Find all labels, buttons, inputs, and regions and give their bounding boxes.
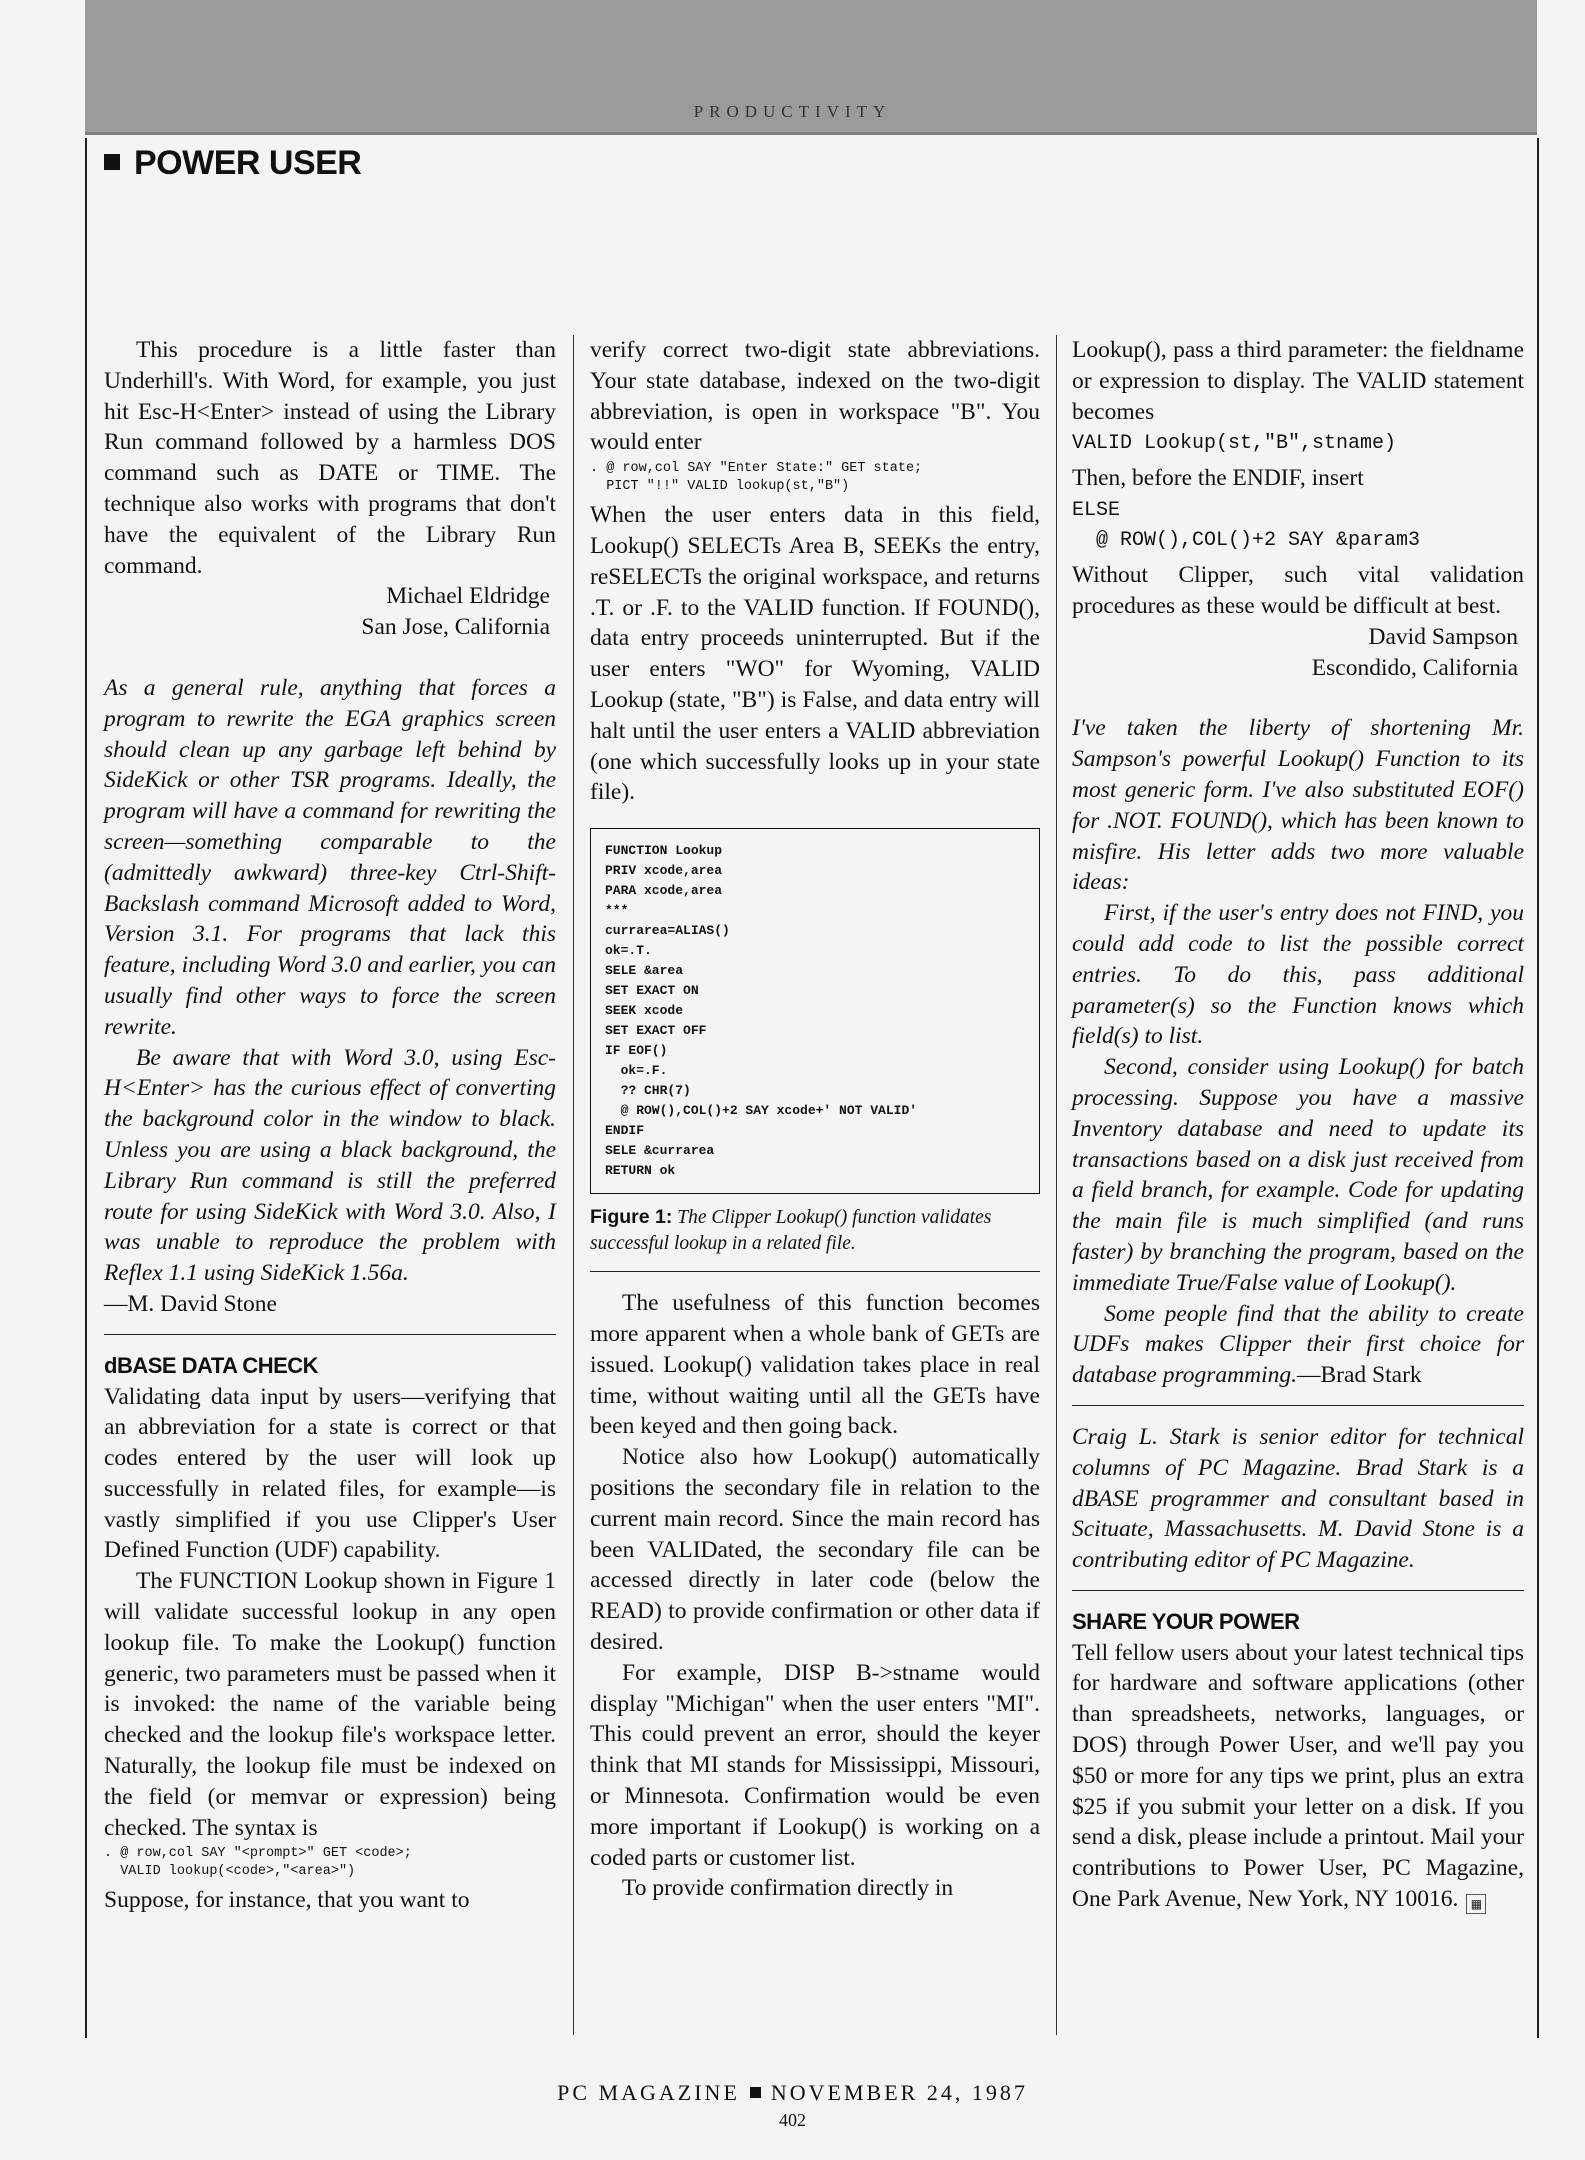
paragraph: The usefulness of this function becomes more apparent when a whole bank of GETs are issued. Lookup() validation takes place in real time, without waiting until all the GETs have been keyed and then going back. (590, 1290, 1040, 1440)
issue-date: NOVEMBER 24, 1987 (770, 2080, 1028, 2105)
column-title-text: POWER USER (134, 144, 362, 182)
share-text: Tell fellow users about your latest technical tips for hardware and software applications (other than spreadsheets, networks, languages, or DOS) through Power User, and we'll pay you $50 or more for any tips we print, plus an extra $25 if you submit your letter on a disk. If you send a disk, please include a printout. Mail your contributions to Power User, PC Magazine, One Park Avenue, New York, NY 10016. (1072, 1639, 1524, 1913)
figure-code: FUNCTION Lookup PRIV xcode,area PARA xcode,area *** currarea=ALIAS() ok=.T. SELE &area SET EXACT ON SEEK xcode SET EXACT OFF IF EOF() ok=.F. ?? CHR(7) @ ROW(),COL()+2 SAY xcode+' NOT VALID' ENDIF SELE &currarea RETURN ok (605, 843, 918, 1179)
magazine-name: PC MAGAZINE (557, 2080, 740, 2105)
page-footer (0, 2080, 1585, 2106)
column-title (104, 144, 361, 183)
editor-signature: —M. David Stone (104, 1290, 277, 1317)
paragraph: To provide confirmation directly in (622, 1875, 954, 1902)
code-snippet: VALID Lookup(st,"B",stname) (1072, 432, 1397, 456)
editor-note: Be aware that with Word 3.0, using Esc-H<Enter> has the curious effect of converting the background color in the window to black. Unless you are using a black background, the Library Run command is still the preferred route for using SideKick with Word 3.0. Also, I was unable to reproduce the problem with Reflex 1.1 using SideKick 1.56a. (104, 1044, 556, 1287)
signature-place: Escondido, California (1311, 654, 1518, 681)
column-divider (1056, 335, 1057, 2035)
paragraph: Then, before the ENDIF, insert (1072, 465, 1364, 492)
signature-place: San Jose, California (361, 614, 550, 641)
paragraph: Notice also how Lookup() automatically positions the secondary file in relation to the current main record. Since the main record has been VALIDated, the secondary file can be accessed directly in later code (below the READ) to provide confirmation or other data if desired. (590, 1444, 1040, 1655)
editor-note-text: Some people find that the ability to create UDFs makes Clipper their first choice for database programming. (1072, 1300, 1524, 1389)
editor-note: Second, consider using Lookup() for batch processing. Suppose you have a massive Inventory database and need to update its transactions based on a disk just received from a field branch, for example. Code for updating the main file is much simplified (and runs faster) by branching the program, based on the immediate True/False value of Lookup(). (1072, 1054, 1524, 1296)
section-heading: dBASE DATA CHECK (104, 1352, 319, 1378)
figure-1-box (590, 828, 1040, 1194)
paragraph: The FUNCTION Lookup shown in Figure 1 will validate successful lookup in any open lookup file. To make the Lookup() function generic, two parameters must be passed when it is invoked: the name of the variable being checked and the lookup file's workspace letter. Naturally, the lookup file must be indexed on the field (or memvar or expression) being checked. The syntax is (104, 1568, 556, 1841)
figure-label: Figure 1: (590, 1206, 673, 1229)
signature-name: David Sampson (1368, 623, 1518, 650)
signature-name: Michael Eldridge (386, 583, 550, 610)
share-paragraph (1072, 1638, 1524, 1915)
bullet-square-icon (104, 154, 120, 170)
figure-caption-text: The Clipper Lookup() function validates successful lookup in a related file. (590, 1207, 992, 1255)
editor-note: First, if the user's entry does not FIND, you could add code to list the possible correct entries. To do this, pass additional parameter(s) so the Function knows which field(s) to list. (1072, 900, 1524, 1050)
author-bio: Craig L. Stark is senior editor for technical columns of PC Magazine. Brad Stark is a dBASE programmer and consultant based in Scituate, Massachusetts. M. David Stone is a contributing editor of PC Magazine. (1072, 1423, 1524, 1574)
section-heading: SHARE YOUR POWER (1072, 1608, 1300, 1634)
editor-note: I've taken the liberty of shortening Mr. Sampson's powerful Lookup() Function to its most generic form. I've also substituted EOF() for .NOT. FOUND(), which has been known to misfire. His letter adds two more valuable ideas: (1072, 715, 1524, 896)
page-number: 402 (779, 2110, 806, 2130)
column-2 (590, 335, 1040, 1904)
divider (590, 1271, 1040, 1272)
bullet-square-icon (750, 2087, 761, 2098)
editor-note: As a general rule, anything that forces a program to rewrite the EGA graphics screen should clean up any garbage left behind by SideKick or other TSR programs. Ideally, the program will have a command for rewriting the screen—something comparable to the (admittedly awkward) three-key Ctrl-Shift-Backslash command Microsoft added to Word, Version 3.1. For programs that lack this feature, including Word 3.0 and earlier, you can usually find other ways to force the screen rewrite. (104, 674, 556, 1040)
paragraph: Without Clipper, such vital validation procedures as these would be difficult at best. (1072, 562, 1524, 619)
divider (1072, 1590, 1524, 1591)
figure-caption (590, 1204, 1040, 1257)
divider (104, 1334, 556, 1335)
paragraph: Suppose, for instance, that you want to (104, 1887, 470, 1914)
paragraph: Lookup(), pass a third parameter: the fieldname or expression to display. The VALID statement becomes (1072, 337, 1524, 425)
column-1 (104, 335, 556, 1916)
column-3 (1072, 335, 1524, 1915)
editor-note (1072, 1299, 1524, 1391)
column-divider (573, 335, 574, 2035)
divider (1072, 1405, 1524, 1406)
paragraph: When the user enters data in this field, Lookup() SELECTs Area B, SEEKs the entry, reSELECTs the original workspace, and returns .T. or .F. to the VALID function. If FOUND(), data entry proceeds uninterrupted. But if the user enters "WO" for Wyoming, VALID Lookup (state, "B") is False, and data entry will halt until the user enters a VALID abbreviation (one which successfully looks up in your state file). (590, 502, 1040, 806)
paragraph: verify correct two-digit state abbreviations. Your state database, indexed on the two-digit abbreviation, is open in workspace "B". You would enter (590, 337, 1040, 456)
paragraph: For example, DISP B->stname would display "Michigan" when the user enters "MI". This could prevent an error, should the keyer think that MI stands for Mississippi, Missouri, or Minnesota. Confirmation would be even more important if Lookup() is working on a coded parts or customer list. (590, 1659, 1040, 1871)
end-mark-icon: ▦ (1466, 1894, 1486, 1914)
code-snippet: . @ row,col SAY "Enter State:" GET state; PICT "!!" VALID lookup(st,"B") (590, 461, 923, 495)
code-snippet: ELSE @ ROW(),COL()+2 SAY &param3 (1072, 499, 1421, 553)
code-snippet: . @ row,col SAY "<prompt>" GET <code>; VALID lookup(<code>,"<area>") (104, 1846, 412, 1880)
section-label: PRODUCTIVITY (693, 102, 892, 121)
paragraph: Validating data input by users—verifying that an abbreviation for a state is correct or that codes entered by the user will look up successfully in related files, for example—is vastly simplified if you use Clipper's User Defined Function (UDF) capability. (104, 1383, 556, 1564)
editor-signature: —Brad Stark (1297, 1362, 1422, 1389)
paragraph: This procedure is a little faster than Underhill's. With Word, for example, you just hit Esc-H<Enter> instead of using the Library Run command followed by a harmless DOS command such as DATE or TIME. The technique also works with programs that don't have the equivalent of the Library Run command. (104, 337, 556, 579)
